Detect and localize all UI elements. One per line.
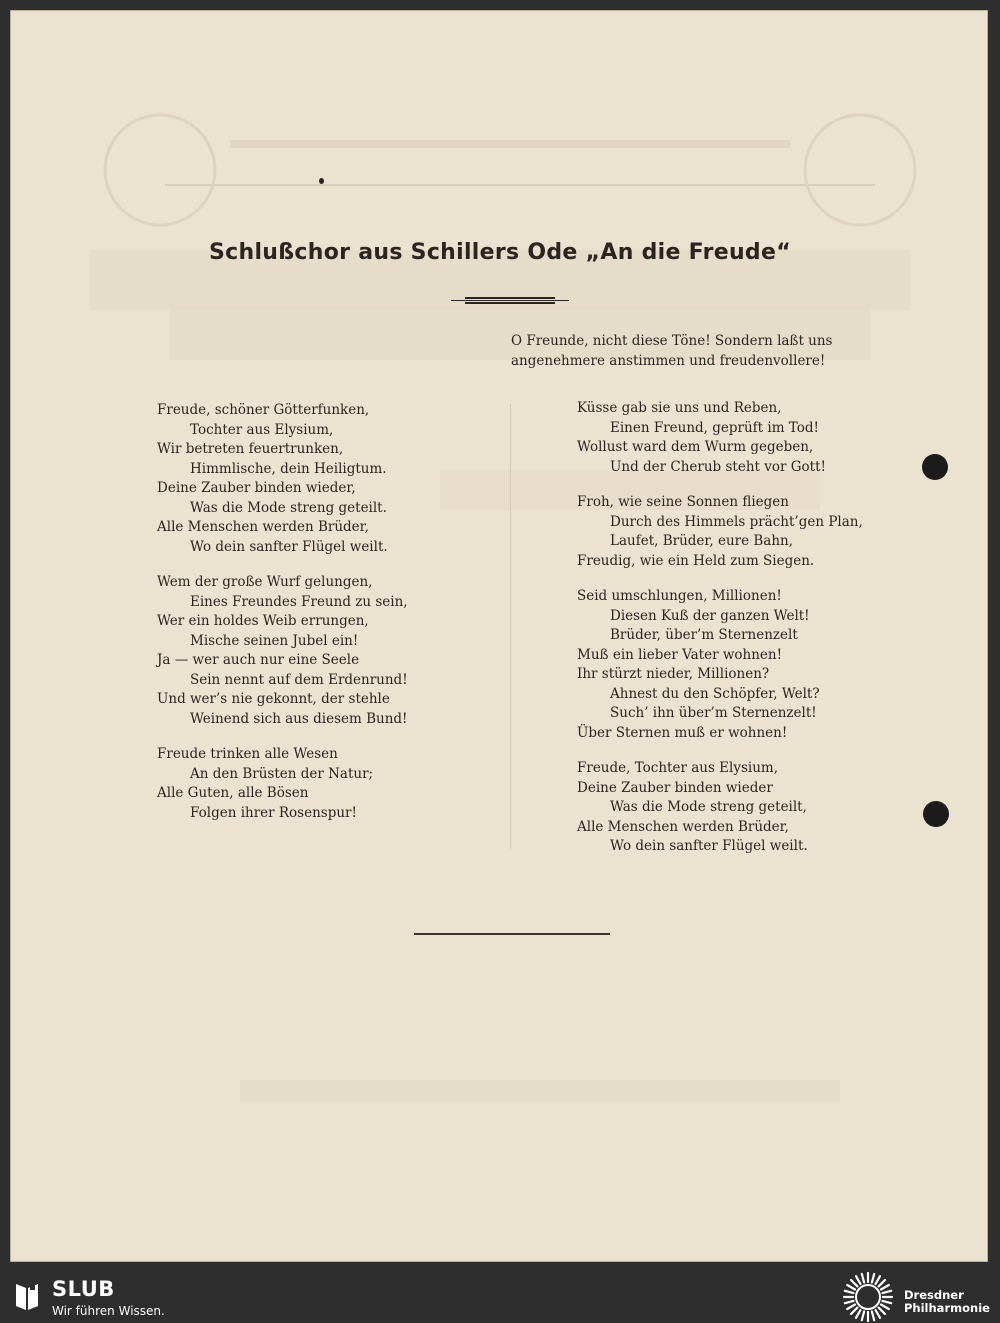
poem-line: Alle Menschen werden Brüder,: [577, 818, 789, 835]
poem-line: Freudig, wie ein Held zum Siegen.: [577, 552, 815, 569]
slub-name: SLUB: [52, 1277, 115, 1301]
poem-line: Deine Zauber binden wieder,: [157, 480, 356, 496]
footer-bar: [0, 1272, 1000, 1322]
poem-line: Wir betreten feuertrunken,: [157, 441, 344, 457]
page-title: Schlußchor aus Schillers Ode „An die Freude“: [209, 240, 791, 265]
poem-stanza: [577, 759, 863, 857]
poem-line: Wo dein sanfter Flügel weilt.: [610, 838, 808, 854]
column-divider: [510, 404, 511, 849]
poem-line: Wollust ward dem Wurm gegeben,: [577, 439, 814, 455]
intro-line: angenehmere anstimmen und freudenvollere!: [511, 353, 826, 369]
poem-line: Sein nennt auf dem Erdenrund!: [190, 671, 408, 688]
poem-line: Deine Zauber binden wieder: [577, 779, 773, 796]
poem-line: Brüder, über’m Sternenzelt: [610, 627, 798, 643]
poem-line: Und wer’s nie gekonnt, der stehle: [157, 691, 390, 707]
poem-line: Küsse gab sie uns und Reben,: [577, 400, 782, 416]
poem-line: Ja — wer auch nur eine Seele: [157, 652, 360, 668]
intro-text: [511, 331, 832, 371]
poem-stanza: [577, 399, 863, 477]
poem-stanza: [157, 573, 408, 729]
poem-line: Weinend sich aus diesem Bund!: [190, 710, 408, 727]
right-poem-column: [577, 399, 863, 873]
poem-line: An den Brüsten der Natur;: [190, 765, 374, 782]
poem-line: Alle Menschen werden Brüder,: [157, 519, 369, 535]
ink-dot: [319, 178, 324, 184]
poem-line: Über Sternen muß er wohnen!: [577, 724, 788, 741]
poem-line: Folgen ihrer Rosenspur!: [190, 804, 357, 821]
sunburst-icon: [842, 1271, 894, 1323]
poem-line: Such’ ihn über’m Sternenzelt!: [610, 705, 817, 721]
end-rule: [414, 933, 610, 935]
poem-line: Ihr stürzt nieder, Millionen?: [577, 666, 770, 682]
poem-line: Tochter aus Elysium,: [190, 421, 334, 438]
poem-line: Und der Cherub steht vor Gott!: [610, 458, 826, 475]
left-poem-column: [157, 401, 408, 839]
poem-line: Himmlische, dein Heiligtum.: [190, 460, 387, 477]
poem-line: Was die Mode streng geteilt,: [610, 799, 807, 815]
poem-line: Ahnest du den Schöpfer, Welt?: [610, 685, 820, 702]
poem-line: Wer ein holdes Weib errungen,: [157, 613, 369, 629]
poem-line: Laufet, Brüder, eure Bahn,: [610, 533, 794, 549]
punch-hole: [923, 801, 949, 827]
poem-line: Was die Mode streng geteilt.: [190, 499, 387, 516]
poem-line: Wo dein sanfter Flügel weilt.: [190, 538, 388, 555]
intro-line: O Freunde, nicht diese Töne! Sondern laßt uns: [511, 333, 833, 349]
poem-line: Froh, wie seine Sonnen fliegen: [577, 494, 789, 510]
partner-name-line2: Philharmonie: [904, 1301, 990, 1315]
poem-line: Eines Freundes Freund zu sein,: [190, 593, 408, 610]
poem-line: Diesen Kuß der ganzen Welt!: [610, 607, 810, 624]
poem-line: Mische seinen Jubel ein!: [190, 632, 359, 649]
poem-stanza: [157, 401, 408, 557]
poem-stanza: [577, 493, 863, 571]
title-ornament-rule: [451, 297, 569, 304]
poem-line: Durch des Himmels prächt’gen Plan,: [610, 513, 863, 530]
poem-line: Freude, schöner Götterfunken,: [157, 402, 370, 418]
slub-tagline: Wir führen Wissen.: [52, 1304, 165, 1318]
book-icon: [12, 1280, 42, 1312]
punch-hole: [922, 454, 948, 480]
poem-line: Wem der große Wurf gelungen,: [157, 574, 373, 590]
poem-line: Seid umschlungen, Millionen!: [577, 588, 782, 604]
poem-line: Muß ein lieber Vater wohnen!: [577, 646, 783, 663]
poem-stanza: [157, 745, 408, 823]
poem-line: Einen Freund, geprüft im Tod!: [610, 419, 819, 436]
poem-line: Alle Guten, alle Bösen: [157, 785, 309, 801]
poem-line: Freude, Tochter aus Elysium,: [577, 760, 779, 776]
poem-line: Freude trinken alle Wesen: [157, 746, 338, 762]
partner-name-line1: Dresdner: [904, 1288, 964, 1302]
poem-stanza: [577, 587, 863, 743]
